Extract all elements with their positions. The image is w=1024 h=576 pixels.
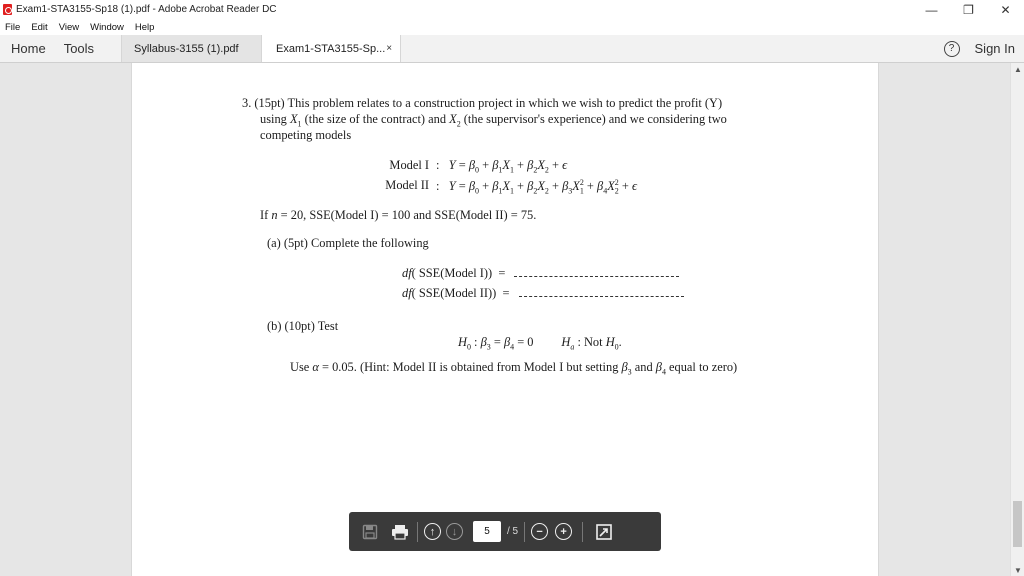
page-down-icon[interactable]: ↓	[446, 523, 463, 540]
use-alpha-c: and	[631, 360, 656, 374]
given-text-b: = 20, SSE(Model I) = 100 and SSE(Model II) = 75.	[277, 208, 537, 222]
page-number-input[interactable]: 5	[473, 521, 501, 542]
close-tab-icon[interactable]: ×	[386, 43, 393, 54]
toolbar-separator	[524, 522, 525, 542]
doc-tab-label: Exam1-STA3155-Sp...	[276, 42, 386, 55]
doc-tab-syllabus[interactable]	[121, 35, 261, 62]
problem-line-3: competing models	[260, 128, 352, 142]
ha-text: Not	[583, 335, 603, 349]
zoom-in-icon[interactable]: +	[555, 523, 572, 540]
tab-bar-right	[944, 35, 1024, 62]
floating-toolbar	[349, 512, 661, 551]
df-model-2: df( SSE(Model II)) =	[402, 286, 684, 301]
use-alpha-b: = 0.05. (Hint: Model II is obtained from Model I but setting	[318, 360, 622, 374]
doc-tab-label: Syllabus-3155 (1).pdf	[134, 42, 239, 55]
tools-tab[interactable]: Tools	[63, 41, 95, 56]
title-bar	[0, 0, 1024, 19]
sign-in-link[interactable]: Sign In	[974, 41, 1015, 56]
menu-edit[interactable]: Edit	[31, 21, 48, 33]
menu-window[interactable]: Window	[90, 21, 124, 33]
tab-bar	[0, 35, 1024, 63]
model-2-label: Model II	[385, 178, 429, 192]
model-1-label: Model I	[389, 158, 429, 172]
toolbar-separator	[417, 522, 418, 542]
part-a-label: (a) (5pt) Complete the following	[267, 236, 429, 250]
problem-line-2-a: using	[260, 112, 290, 126]
home-tab[interactable]: Home	[11, 41, 46, 56]
window-controls	[913, 0, 1024, 19]
menu-help[interactable]: Help	[134, 21, 155, 33]
scroll-up-icon[interactable]: ▲	[1014, 64, 1022, 74]
df-model-1: df( SSE(Model I)) =	[402, 266, 679, 281]
zoom-out-icon[interactable]: −	[531, 523, 548, 540]
save-icon[interactable]	[359, 521, 381, 543]
vertical-scrollbar[interactable]	[1010, 63, 1024, 576]
given-values: If n = 20, SSE(Model I) = 100 and SSE(Model II) = 75.	[260, 208, 537, 222]
page-up-icon[interactable]: ↑	[424, 523, 441, 540]
use-alpha-d: equal to zero)	[665, 360, 738, 374]
print-icon[interactable]	[389, 521, 411, 543]
minimize-button[interactable]: —	[925, 2, 938, 17]
answer-blank-1[interactable]	[514, 268, 679, 277]
given-text-a: If	[260, 208, 272, 222]
answer-blank-2[interactable]	[519, 288, 684, 297]
part-b-label: (b) (10pt) Test	[267, 319, 339, 333]
problem-line-2-c: (the supervisor's experience) and we considering two	[460, 112, 727, 126]
df-model-2-text: SSE(Model II))	[418, 286, 497, 300]
document-view[interactable]	[0, 63, 1010, 576]
scroll-down-icon[interactable]: ▼	[1014, 565, 1022, 575]
window-title: Exam1-STA3155-Sp18 (1).pdf - Adobe Acrobat Reader DC	[16, 4, 277, 15]
model-1-equation: : $Y = \beta_0 + \beta_1X_1 + \beta_2X_2 + \epsilon$	[436, 158, 568, 175]
df-model-1-text: SSE(Model I))	[418, 266, 493, 280]
restore-button[interactable]: ❐	[963, 2, 974, 17]
problem-line-2: using $X_1$ (the size of the contract) and $X_2$ (the supervisor's experience) and we considering two	[260, 112, 727, 129]
toolbar-separator	[582, 522, 583, 542]
doc-tab-exam1[interactable]	[261, 35, 401, 62]
menu-view[interactable]: View	[58, 21, 80, 33]
problem-line-2-b: (the size of the contract) and	[301, 112, 450, 126]
fit-page-icon[interactable]	[593, 521, 615, 543]
use-alpha: Use α = 0.05. (Hint: Model II is obtained from Model I but setting $\beta_3$ and $\beta_4$ equal to zero)	[290, 360, 738, 377]
hypotheses: $H_0$ : $\beta_3 = \beta_4 = 0$ $H_a$ : Not $H_0$.	[458, 335, 622, 352]
menu-file[interactable]: File	[5, 21, 21, 33]
page-total: / 5	[507, 526, 519, 537]
model-2-equation: : $Y = \beta_0 + \beta_1X_1 + \beta_2X_2 + \beta_3X_1^2 + \beta_4X_2^2 + \epsilon$	[436, 178, 637, 196]
acrobat-app-icon	[3, 4, 12, 15]
problem-line-1: 3. (15pt) This problem relates to a construction project in which we wish to predict the profit (Y)	[242, 96, 723, 110]
menu-bar	[0, 19, 1024, 35]
close-button[interactable]: ✕	[1000, 2, 1011, 17]
use-alpha-a: Use	[290, 360, 313, 374]
pdf-page	[131, 63, 879, 576]
scroll-thumb[interactable]	[1013, 501, 1022, 547]
help-icon[interactable]: ?	[944, 41, 960, 57]
